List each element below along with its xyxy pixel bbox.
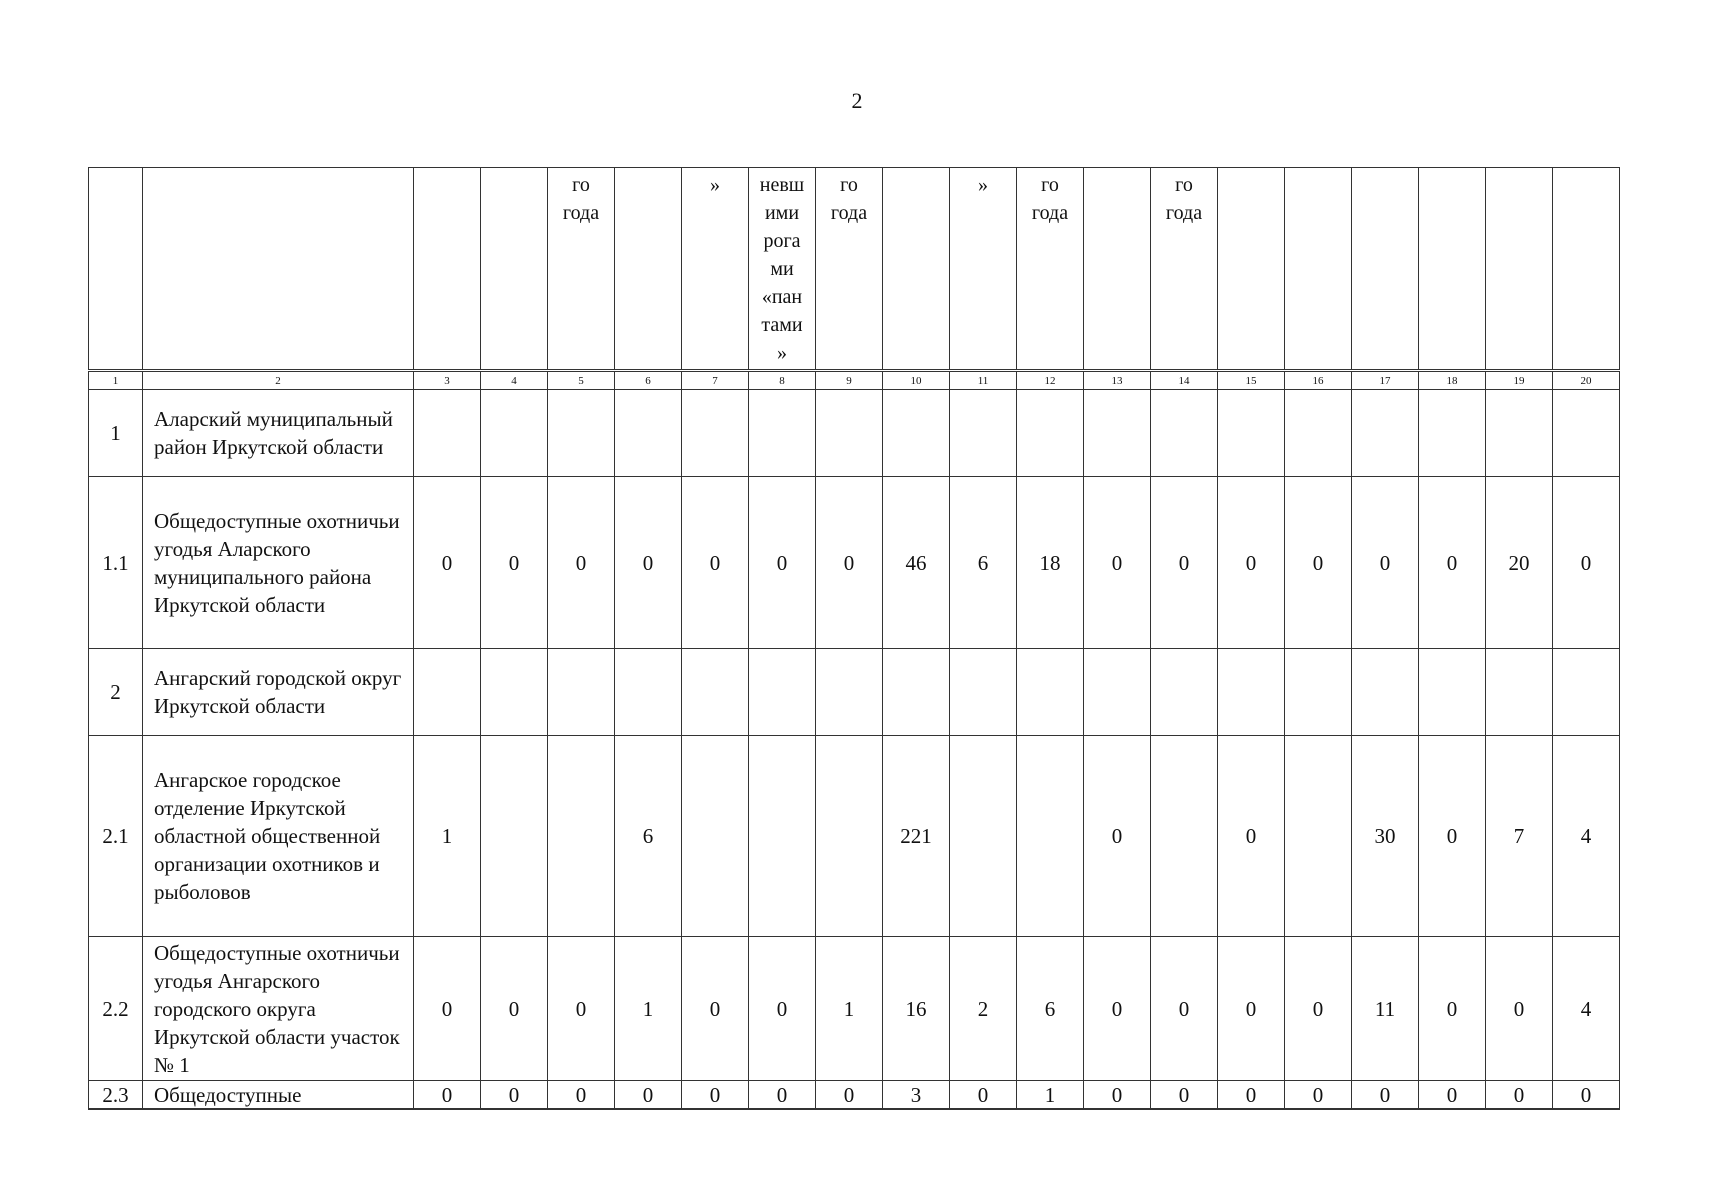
- value-cell: [1419, 649, 1486, 736]
- header-cell: [615, 168, 682, 371]
- data-table: [88, 167, 1620, 1110]
- value-cell: [749, 649, 816, 736]
- value-cell: 6: [950, 477, 1017, 649]
- table-row: [89, 736, 1620, 937]
- column-number-cell: 6: [615, 371, 682, 390]
- header-cell: [1486, 168, 1553, 371]
- table-row: [89, 937, 1620, 1081]
- value-cell: 0: [749, 1081, 816, 1110]
- value-cell: 4: [1553, 736, 1620, 937]
- header-cell: [883, 168, 950, 371]
- header-cell: [1352, 168, 1419, 371]
- value-cell: [1151, 390, 1218, 477]
- value-cell: [816, 390, 883, 477]
- value-cell: 0: [1285, 477, 1352, 649]
- header-cell: невш ими рога ми «пан тами »: [749, 168, 816, 371]
- value-cell: 0: [414, 937, 481, 1081]
- header-cell: [1419, 168, 1486, 371]
- value-cell: [682, 390, 749, 477]
- value-cell: 0: [950, 1081, 1017, 1110]
- header-cell: [1553, 168, 1620, 371]
- header-cell: [89, 168, 143, 371]
- value-cell: 0: [1218, 477, 1285, 649]
- value-cell: 0: [548, 477, 615, 649]
- row-name-cell: Общедоступные охотничьи угодья Аларского муниципального района Иркутской области: [143, 477, 414, 649]
- row-number-cell: 1.1: [89, 477, 143, 649]
- value-cell: 0: [682, 937, 749, 1081]
- table-row: [89, 477, 1620, 649]
- value-cell: [950, 390, 1017, 477]
- value-cell: 0: [548, 937, 615, 1081]
- value-cell: [1553, 649, 1620, 736]
- column-number-cell: 10: [883, 371, 950, 390]
- value-cell: 1: [816, 937, 883, 1081]
- value-cell: 0: [1486, 937, 1553, 1081]
- value-cell: 2: [950, 937, 1017, 1081]
- column-number-cell: 17: [1352, 371, 1419, 390]
- value-cell: 0: [816, 477, 883, 649]
- column-number-cell: 13: [1084, 371, 1151, 390]
- value-cell: [481, 736, 548, 937]
- value-cell: 0: [1084, 736, 1151, 937]
- value-cell: 20: [1486, 477, 1553, 649]
- header-cell: [1285, 168, 1352, 371]
- value-cell: [950, 649, 1017, 736]
- value-cell: 0: [481, 1081, 548, 1110]
- value-cell: 0: [1218, 937, 1285, 1081]
- value-cell: [1419, 390, 1486, 477]
- value-cell: 0: [481, 477, 548, 649]
- column-number-cell: 12: [1017, 371, 1084, 390]
- value-cell: [1285, 390, 1352, 477]
- value-cell: 1: [1017, 1081, 1084, 1110]
- value-cell: [1084, 390, 1151, 477]
- column-number-row: [89, 371, 1620, 390]
- value-cell: [414, 390, 481, 477]
- value-cell: 0: [1419, 477, 1486, 649]
- row-name-cell: Аларский муниципальный район Иркутской области: [143, 390, 414, 477]
- column-number-cell: 1: [89, 371, 143, 390]
- value-cell: [1084, 649, 1151, 736]
- value-cell: 46: [883, 477, 950, 649]
- column-number-cell: 5: [548, 371, 615, 390]
- value-cell: 6: [1017, 937, 1084, 1081]
- value-cell: 18: [1017, 477, 1084, 649]
- value-cell: 3: [883, 1081, 950, 1110]
- value-cell: 0: [1084, 937, 1151, 1081]
- column-number-cell: 11: [950, 371, 1017, 390]
- value-cell: 0: [1151, 937, 1218, 1081]
- value-cell: [414, 649, 481, 736]
- table-row: [89, 649, 1620, 736]
- value-cell: 0: [749, 937, 816, 1081]
- value-cell: [682, 649, 749, 736]
- value-cell: [749, 390, 816, 477]
- value-cell: [950, 736, 1017, 937]
- value-cell: 0: [1553, 1081, 1620, 1110]
- value-cell: 30: [1352, 736, 1419, 937]
- value-cell: 0: [1218, 736, 1285, 937]
- value-cell: [1486, 390, 1553, 477]
- value-cell: [1218, 390, 1285, 477]
- value-cell: [816, 736, 883, 937]
- row-number-cell: 2: [89, 649, 143, 736]
- value-cell: 221: [883, 736, 950, 937]
- value-cell: [883, 390, 950, 477]
- value-cell: [883, 649, 950, 736]
- value-cell: 0: [615, 1081, 682, 1110]
- header-cell: »: [682, 168, 749, 371]
- value-cell: [1553, 390, 1620, 477]
- value-cell: 0: [615, 477, 682, 649]
- value-cell: 0: [1084, 1081, 1151, 1110]
- header-cell: го года: [1151, 168, 1218, 371]
- column-number-cell: 8: [749, 371, 816, 390]
- value-cell: 0: [1285, 937, 1352, 1081]
- value-cell: 1: [414, 736, 481, 937]
- page-number: 2: [851, 88, 863, 113]
- value-cell: 0: [1151, 477, 1218, 649]
- header-cell: го года: [548, 168, 615, 371]
- column-number-cell: 15: [1218, 371, 1285, 390]
- row-number-cell: 2.1: [89, 736, 143, 937]
- column-number-cell: 3: [414, 371, 481, 390]
- value-cell: 0: [1419, 1081, 1486, 1110]
- column-number-cell: 14: [1151, 371, 1218, 390]
- header-row: [89, 168, 1620, 371]
- header-cell: го года: [816, 168, 883, 371]
- value-cell: [1017, 390, 1084, 477]
- row-number-cell: 1: [89, 390, 143, 477]
- value-cell: [1352, 390, 1419, 477]
- value-cell: [548, 736, 615, 937]
- table-row: [89, 1081, 1620, 1110]
- value-cell: 1: [615, 937, 682, 1081]
- row-name-cell: Общедоступные: [143, 1081, 414, 1110]
- table-row: [89, 390, 1620, 477]
- value-cell: 0: [1285, 1081, 1352, 1110]
- value-cell: 0: [1553, 477, 1620, 649]
- header-cell: [1218, 168, 1285, 371]
- value-cell: [1017, 736, 1084, 937]
- value-cell: 0: [1084, 477, 1151, 649]
- column-number-cell: 19: [1486, 371, 1553, 390]
- value-cell: [481, 649, 548, 736]
- value-cell: [1218, 649, 1285, 736]
- value-cell: [1486, 649, 1553, 736]
- value-cell: 4: [1553, 937, 1620, 1081]
- header-cell: [481, 168, 548, 371]
- value-cell: 0: [816, 1081, 883, 1110]
- value-cell: 0: [1218, 1081, 1285, 1110]
- value-cell: 0: [749, 477, 816, 649]
- value-cell: [548, 390, 615, 477]
- value-cell: 7: [1486, 736, 1553, 937]
- value-cell: 0: [1151, 1081, 1218, 1110]
- row-number-cell: 2.2: [89, 937, 143, 1081]
- value-cell: [749, 736, 816, 937]
- value-cell: [1285, 649, 1352, 736]
- column-number-cell: 4: [481, 371, 548, 390]
- value-cell: 6: [615, 736, 682, 937]
- row-number-cell: 2.3: [89, 1081, 143, 1110]
- value-cell: 0: [1352, 477, 1419, 649]
- header-cell: [143, 168, 414, 371]
- header-cell: [414, 168, 481, 371]
- header-cell: [1084, 168, 1151, 371]
- row-name-cell: Ангарский городской округ Иркутской области: [143, 649, 414, 736]
- column-number-cell: 2: [143, 371, 414, 390]
- value-cell: [682, 736, 749, 937]
- value-cell: [615, 649, 682, 736]
- value-cell: [1285, 736, 1352, 937]
- value-cell: [1352, 649, 1419, 736]
- value-cell: [1017, 649, 1084, 736]
- column-number-cell: 16: [1285, 371, 1352, 390]
- value-cell: 11: [1352, 937, 1419, 1081]
- value-cell: 0: [1486, 1081, 1553, 1110]
- value-cell: [481, 390, 548, 477]
- value-cell: [615, 390, 682, 477]
- value-cell: 0: [548, 1081, 615, 1110]
- value-cell: 0: [682, 1081, 749, 1110]
- column-number-cell: 9: [816, 371, 883, 390]
- header-cell: »: [950, 168, 1017, 371]
- value-cell: 0: [1419, 937, 1486, 1081]
- value-cell: [816, 649, 883, 736]
- value-cell: 0: [682, 477, 749, 649]
- value-cell: 0: [481, 937, 548, 1081]
- value-cell: 16: [883, 937, 950, 1081]
- value-cell: 0: [414, 1081, 481, 1110]
- value-cell: [1151, 649, 1218, 736]
- column-number-cell: 18: [1419, 371, 1486, 390]
- row-name-cell: Ангарское городское отделение Иркутской областной общественной организации охотников и рыболовов: [143, 736, 414, 937]
- value-cell: 0: [1419, 736, 1486, 937]
- value-cell: [1151, 736, 1218, 937]
- value-cell: 0: [1352, 1081, 1419, 1110]
- column-number-cell: 7: [682, 371, 749, 390]
- value-cell: [548, 649, 615, 736]
- column-number-cell: 20: [1553, 371, 1620, 390]
- header-cell: го года: [1017, 168, 1084, 371]
- value-cell: 0: [414, 477, 481, 649]
- row-name-cell: Общедоступные охотничьи угодья Ангарского городского округа Иркутской области участок № 1: [143, 937, 414, 1081]
